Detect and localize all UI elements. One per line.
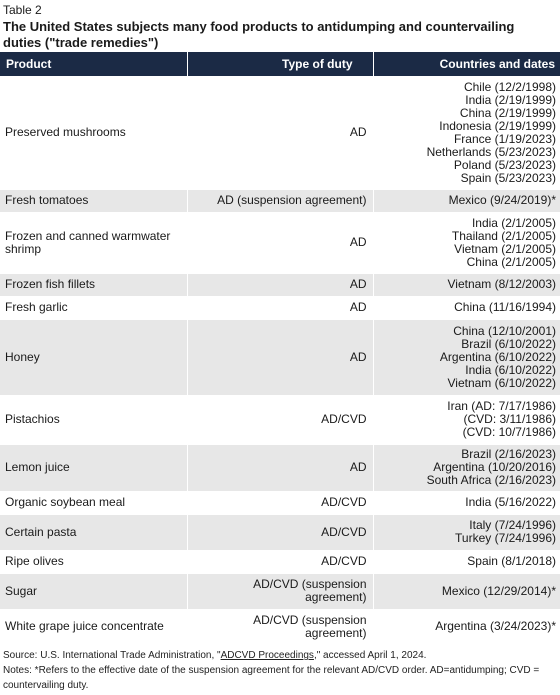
table-row	[0, 395, 560, 444]
country-date-entry: (CVD: 3/11/1986)	[463, 412, 556, 426]
table-row	[0, 514, 560, 550]
table-label: Table 2	[3, 3, 42, 17]
duty-type-cell: AD	[187, 212, 373, 273]
country-date-entry: Vietnam (2/1/2005)	[454, 241, 556, 256]
country-date-entry: Poland (5/23/2023)	[453, 157, 556, 172]
product-cell: Sugar	[0, 573, 187, 609]
source-suffix: ," accessed April 1, 2024.	[313, 650, 427, 661]
header-product: Product	[0, 52, 187, 76]
product-cell: Preserved mushrooms	[0, 76, 187, 189]
product-cell: White grape juice concentrate	[0, 609, 187, 644]
product-cell: Lemon juice	[0, 444, 187, 491]
country-date-entry: Mexico (12/29/2014)*	[441, 583, 556, 598]
duty-type-cell: AD/CVD	[187, 395, 373, 444]
duty-type-cell: AD/CVD (suspension agreement)	[187, 573, 373, 609]
country-date-entry: Italy (7/24/1996)	[469, 518, 556, 532]
duty-type-cell: AD	[187, 76, 373, 189]
table-body	[0, 76, 560, 644]
country-date-entry: Vietnam (6/10/2022)	[447, 375, 556, 390]
table-title: The United States subjects many food products to antidumping and countervailing duties ("trade remedies")	[3, 19, 515, 50]
header-type-of-duty: Type of duty	[187, 52, 373, 76]
countries-dates-cell	[373, 444, 560, 491]
countries-dates-cell	[373, 609, 560, 644]
duty-type-cell: AD/CVD (suspension agreement)	[187, 609, 373, 644]
duty-type-cell: AD	[187, 444, 373, 491]
countries-dates-cell	[373, 189, 560, 212]
product-cell: Fresh garlic	[0, 296, 187, 319]
country-date-entry: Argentina (3/24/2023)*	[435, 619, 556, 634]
table-row	[0, 296, 560, 319]
country-date-entry: India (5/16/2022)	[465, 495, 556, 509]
countries-dates-cell	[373, 491, 560, 514]
product-cell: Frozen and canned warmwater shrimp	[0, 212, 187, 273]
countries-dates-cell	[373, 296, 560, 319]
countries-dates-cell	[373, 550, 560, 573]
country-date-entry: South Africa (2/16/2023)	[426, 473, 556, 487]
countries-dates-cell	[373, 573, 560, 609]
table-row	[0, 189, 560, 212]
country-date-entry: Spain (5/23/2023)	[460, 170, 556, 185]
country-date-entry: Turkey (7/24/1996)	[455, 531, 556, 545]
country-date-entry: India (2/1/2005)	[471, 215, 556, 230]
duty-type-cell: AD/CVD	[187, 491, 373, 514]
country-date-entry: Argentina (6/10/2022)	[439, 349, 556, 364]
country-date-entry: China (2/1/2005)	[466, 254, 556, 269]
country-date-entry: Thailand (2/1/2005)	[451, 228, 556, 243]
duty-type-cell: AD	[187, 296, 373, 319]
table-row	[0, 444, 560, 491]
countries-dates-cell	[373, 212, 560, 273]
country-date-entry: Vietnam (8/12/2003)	[447, 277, 556, 291]
countries-dates-cell	[373, 514, 560, 550]
country-date-entry: India (2/19/1999)	[465, 92, 556, 107]
table-footer	[0, 644, 560, 693]
duty-type-cell: AD/CVD	[187, 550, 373, 573]
product-cell: Fresh tomatoes	[0, 189, 187, 212]
country-date-entry: Mexico (9/24/2019)*	[448, 193, 556, 207]
product-cell: Ripe olives	[0, 550, 187, 573]
country-date-entry: China (11/16/1994)	[454, 300, 556, 314]
table-row	[0, 76, 560, 189]
source-note	[3, 648, 560, 663]
country-date-entry: France (1/19/2023)	[453, 131, 556, 146]
notes-text: Notes: *Refers to the effective date of the suspension agreement for the relevant AD/CVD order. AD=antidumping; CVD = countervailing duty.	[3, 665, 540, 691]
country-date-entry: Brazil (2/16/2023)	[461, 447, 556, 461]
countries-dates-cell	[373, 76, 560, 189]
product-cell: Certain pasta	[0, 514, 187, 550]
table-row	[0, 212, 560, 273]
duty-type-cell: AD (suspension agreement)	[187, 189, 373, 212]
header-row	[0, 52, 560, 76]
table-row	[0, 319, 560, 395]
source-prefix: Source: U.S. International Trade Administration, "	[3, 650, 221, 661]
product-cell: Honey	[0, 319, 187, 395]
country-date-entry: China (12/10/2001)	[453, 323, 556, 338]
duty-type-cell: AD	[187, 319, 373, 395]
country-date-entry: Brazil (6/10/2022)	[461, 336, 556, 351]
product-cell: Frozen fish fillets	[0, 273, 187, 296]
country-date-entry: Iran (AD: 7/17/1986)	[447, 399, 556, 413]
country-date-entry: Spain (8/1/2018)	[467, 554, 556, 568]
duty-type-cell: AD/CVD	[187, 514, 373, 550]
header-countries-and-dates: Countries and dates	[373, 52, 560, 76]
duty-type-cell: AD	[187, 273, 373, 296]
table-row	[0, 273, 560, 296]
countries-dates-cell	[373, 319, 560, 395]
country-date-entry: China (2/19/1999)	[459, 105, 556, 120]
country-date-entry: (CVD: 10/7/1986)	[462, 425, 556, 439]
product-cell: Organic soybean meal	[0, 491, 187, 514]
countries-dates-cell	[373, 395, 560, 444]
table-row	[0, 550, 560, 573]
country-date-entry: Chile (12/2/1998)	[463, 79, 556, 94]
country-date-entry: Indonesia (2/19/1999)	[439, 118, 556, 133]
adcvd-proceedings-link[interactable]: ADCVD Proceedings	[220, 650, 314, 661]
table-row	[0, 573, 560, 609]
country-date-entry: Netherlands (5/23/2023)	[426, 144, 556, 159]
table-row	[0, 609, 560, 644]
country-date-entry: India (6/10/2022)	[465, 362, 556, 377]
trade-remedies-table	[0, 52, 560, 644]
countries-dates-cell	[373, 273, 560, 296]
product-cell: Pistachios	[0, 395, 187, 444]
table-row	[0, 491, 560, 514]
country-date-entry: Argentina (10/20/2016)	[433, 460, 556, 474]
